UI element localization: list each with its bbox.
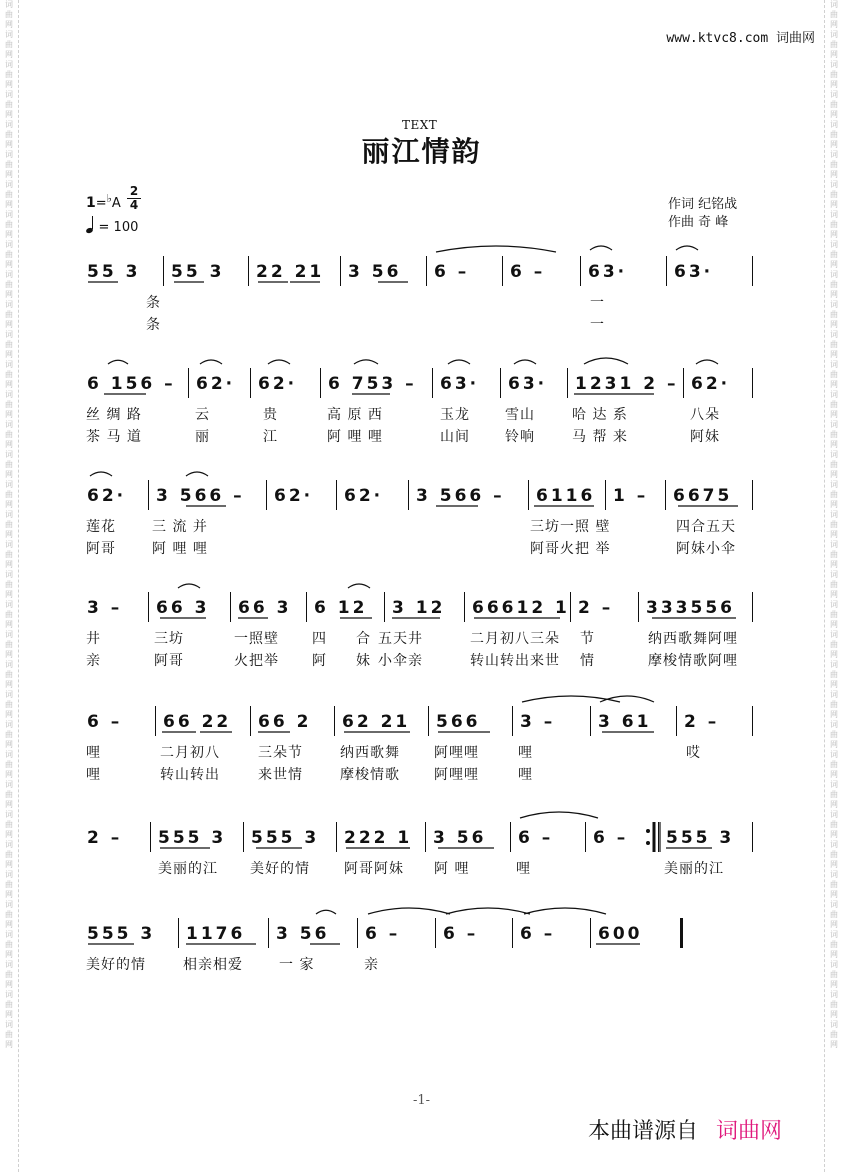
lyric-word: 哎 (686, 745, 701, 761)
lyric-word: 美好的情 (86, 957, 146, 973)
lyric-word: 哩 (86, 745, 101, 761)
measure: 62· (87, 486, 127, 506)
lyric-word: 哩 (86, 767, 101, 783)
slur (514, 360, 536, 364)
slur (520, 812, 598, 818)
slur (368, 908, 450, 914)
key-degree: 1 (86, 195, 96, 211)
lyric-word: 阿 (312, 653, 327, 669)
lyric-word: 相亲相爱 (183, 957, 243, 973)
barline (155, 706, 156, 736)
measure: 6 – (87, 712, 123, 732)
slur (186, 472, 208, 476)
measure: 66 2 (258, 712, 312, 732)
slur (446, 908, 530, 914)
lyric-word: 三坊 (154, 631, 184, 647)
measure: 3 12 (392, 598, 446, 618)
lyric-word: 摩梭情歌 (340, 767, 400, 783)
page-number: -1- (412, 1093, 431, 1108)
source-text: 本曲谱源自 (588, 1119, 699, 1144)
slur (316, 910, 336, 914)
meter-top: 2 (129, 184, 139, 198)
measure: 6 12 (314, 598, 368, 618)
lyric-word: 一照壁 (234, 631, 279, 647)
measure: 222 1 (344, 828, 413, 848)
slur (436, 246, 556, 252)
barline (752, 368, 753, 398)
lyric-word: 高 原 西 (327, 407, 383, 423)
repeat-dot (646, 841, 650, 845)
barline (752, 822, 753, 852)
measure: 3 61 (598, 712, 652, 732)
measure: 66 3 (156, 598, 210, 618)
barline (336, 480, 337, 510)
measure: 1176 (186, 924, 246, 944)
measure: 600 (598, 924, 643, 944)
lyric-word: 亲 (86, 653, 101, 669)
lyricist: 作词 纪铭战 (668, 197, 738, 212)
lyric-word: 美好的情 (250, 861, 310, 877)
barline (683, 368, 684, 398)
barline (666, 256, 667, 286)
lyric-word: 情 (580, 653, 595, 669)
lyric-word: 四 (312, 631, 327, 647)
barline (512, 706, 513, 736)
slur (524, 908, 606, 914)
measure: 2 – (684, 712, 720, 732)
barline (306, 592, 307, 622)
lyric-word: 哩 (516, 861, 531, 877)
lyric-word: 三 流 并 (152, 519, 208, 535)
tempo-marking (86, 218, 138, 235)
barline (250, 706, 251, 736)
lyric-word: 阿哥 (154, 653, 184, 669)
measure: 62· (196, 374, 236, 394)
barline (320, 368, 321, 398)
lyric-word: 丝 绸 路 (86, 407, 142, 423)
barline (428, 706, 429, 736)
lyric-word: 摩梭情歌阿哩 (648, 653, 738, 669)
lyric-word: 纳西歌舞阿哩 (648, 631, 738, 647)
lyric-word: 江 (263, 429, 278, 445)
measure: 6 – (365, 924, 401, 944)
measure: 55 3 (171, 262, 225, 282)
measure: 63· (508, 374, 548, 394)
barline (150, 822, 151, 852)
barline (384, 592, 385, 622)
lyric-word: 妹 (356, 653, 371, 669)
slur (178, 584, 200, 588)
source-brand: 词曲网 (716, 1119, 783, 1144)
lyric-word: 玉龙 (440, 407, 470, 423)
lyric-word: 哈 达 系 (572, 407, 628, 423)
measure: 22 21 (256, 262, 325, 282)
barline (268, 918, 269, 948)
measure: 6116 (536, 486, 596, 506)
song-title: 丽江情韵 (361, 135, 482, 168)
lyric-word: 三朵节 (258, 745, 303, 761)
slur (696, 360, 718, 364)
text-mark: TEXT (402, 118, 438, 132)
measure: 63· (588, 262, 628, 282)
lyric-word: 纳西歌舞 (340, 745, 400, 761)
measure: 1 – (613, 486, 649, 506)
barline (336, 822, 337, 852)
lyric-word: 条 (146, 295, 161, 311)
lyric-word: 五天井 (378, 631, 423, 647)
measure: 66 22 (163, 712, 232, 732)
lyric-word: 节 (580, 631, 595, 647)
measure: 3 56 (433, 828, 487, 848)
slur (522, 696, 620, 702)
barline (567, 368, 568, 398)
measure: 6675 (673, 486, 733, 506)
measure: 63· (440, 374, 480, 394)
barline (585, 822, 586, 852)
barline (528, 480, 529, 510)
measure: 555 3 (87, 924, 156, 944)
measure: 6 – (593, 828, 629, 848)
lyric-word: 阿哥火把 举 (530, 541, 611, 557)
barline (638, 592, 639, 622)
barline (752, 592, 753, 622)
measure: 62· (344, 486, 384, 506)
left-watermark-strip: 词曲网词曲网词曲网词曲网词曲网词曲网词曲网词曲网词曲网词曲网词曲网词曲网词曲网词曲网词曲网词曲网词曲网词曲网词曲网词曲网词曲网词曲网词曲网词曲网词曲网词曲网词曲网词曲网词曲网词曲网词曲网词曲网词曲网词曲网词曲网 (5, 0, 13, 1049)
measure: 3 – (87, 598, 123, 618)
measure: 66 3 (238, 598, 292, 618)
measure: 566 (436, 712, 481, 732)
measure: 6 156 – (87, 374, 176, 394)
time-signature (127, 186, 141, 211)
measure: 6 753 – (328, 374, 417, 394)
barline (752, 256, 753, 286)
barline (502, 256, 503, 286)
lyric-word: 来世情 (258, 767, 303, 783)
lyric-word: 哩 (518, 745, 533, 761)
measure: 3 566 – (416, 486, 505, 506)
lyric-word: 马 帮 来 (572, 429, 628, 445)
measure: 6 – (520, 924, 556, 944)
measure: 555 3 (666, 828, 735, 848)
measure: 1231 2 – (575, 374, 679, 394)
slur (448, 360, 470, 364)
lyric-word: 转山转出来世 (470, 653, 560, 669)
barline (512, 918, 513, 948)
barline (752, 706, 753, 736)
measure: 62· (258, 374, 298, 394)
slur (200, 360, 222, 364)
lyric-word: 阿 哩 哩 (152, 541, 208, 557)
measure: 6 – (510, 262, 546, 282)
lyric-word: 小伞亲 (378, 653, 423, 669)
barline (357, 918, 358, 948)
meter-bottom: 4 (129, 198, 139, 212)
measure: 6 – (434, 262, 470, 282)
measure: 55 3 (87, 262, 141, 282)
lyric-word: 阿哥 (86, 541, 116, 557)
barline (340, 256, 341, 286)
lyric-word: 美丽的江 (664, 861, 724, 877)
key-signature (86, 192, 121, 211)
barline (590, 918, 591, 948)
left-edge-line (18, 0, 19, 1172)
key-note: A (111, 196, 121, 211)
measure: 66612 1 (472, 598, 570, 618)
lyric-word: 贵 (263, 407, 278, 423)
lyric-word: 阿哥阿妹 (344, 861, 404, 877)
barline (570, 592, 571, 622)
source-credit (588, 1114, 782, 1145)
slur (90, 472, 112, 476)
barline (188, 368, 189, 398)
measure: 555 3 (158, 828, 227, 848)
measure: 63· (674, 262, 714, 282)
barline (250, 368, 251, 398)
slur (600, 696, 654, 702)
key-equals: = (95, 196, 107, 211)
barline (665, 480, 666, 510)
barline (432, 368, 433, 398)
lyric-word: 一 家 (279, 957, 315, 973)
lyric-word: 井 (86, 631, 101, 647)
barline (408, 480, 409, 510)
barline (435, 918, 436, 948)
measure: 62 21 (342, 712, 411, 732)
lyric-word: 莲花 (86, 519, 116, 535)
measure: 6 – (443, 924, 479, 944)
measure: 3 – (520, 712, 556, 732)
measure: 62· (691, 374, 731, 394)
barline (658, 822, 659, 852)
barline (178, 918, 179, 948)
right-edge-line (824, 0, 825, 1172)
lyric-word: 三坊一照 壁 (530, 519, 611, 535)
quarter-note-stem (92, 216, 93, 229)
measure: 2 – (87, 828, 123, 848)
flat-icon: ♭ (106, 192, 112, 205)
lyric-word: 美丽的江 (158, 861, 218, 877)
tempo-value: = 100 (98, 220, 139, 235)
barline (426, 256, 427, 286)
barline (752, 480, 753, 510)
barline (605, 480, 606, 510)
lyric-word: 转山转出 (160, 767, 220, 783)
lyric-word: 火把举 (234, 653, 279, 669)
barline (500, 368, 501, 398)
measure: 333556 (646, 598, 735, 618)
lyric-word: 合 (356, 631, 371, 647)
lyric-word: 茶 马 道 (86, 429, 142, 445)
slur (676, 246, 698, 250)
measure: 6 – (518, 828, 554, 848)
lyric-word: 一 (590, 295, 605, 311)
lyric-word: 阿 哩 哩 (327, 429, 383, 445)
barline (676, 706, 677, 736)
barline (230, 592, 231, 622)
slur (354, 360, 378, 364)
measure: 2 – (578, 598, 614, 618)
barline (243, 822, 244, 852)
lyric-word: 丽 (195, 429, 210, 445)
barline (334, 706, 335, 736)
barline (248, 256, 249, 286)
lyric-word: 哩 (518, 767, 533, 783)
slur (584, 358, 628, 364)
lyric-word: 阿哩哩 (434, 745, 479, 761)
lyric-word: 二月初八 (160, 745, 220, 761)
slur (108, 360, 128, 364)
lyric-word: 四合五天 (676, 519, 736, 535)
lyric-word: 云 (195, 407, 210, 423)
lyric-word: 二月初八三朵 (470, 631, 560, 647)
barline (510, 822, 511, 852)
composer: 作曲 奇 峰 (668, 215, 729, 230)
barline (148, 480, 149, 510)
lyric-word: 阿妹小伞 (676, 541, 736, 557)
barline (148, 592, 149, 622)
slur (348, 584, 370, 588)
measure: 3 56 (276, 924, 330, 944)
lyric-word: 阿哩哩 (434, 767, 479, 783)
measure: 3 566 – (156, 486, 245, 506)
barline (266, 480, 267, 510)
measure: 555 3 (251, 828, 320, 848)
lyric-word: 山间 (440, 429, 470, 445)
lyric-word: 一 (590, 317, 605, 333)
slur (590, 246, 612, 250)
repeat-dot (646, 829, 650, 833)
barline (464, 592, 465, 622)
credits (668, 196, 737, 232)
barline (163, 256, 164, 286)
measure: 62· (274, 486, 314, 506)
barline (425, 822, 426, 852)
lyric-word: 阿 哩 (434, 861, 470, 877)
slur (268, 360, 290, 364)
lyric-word: 条 (146, 317, 161, 333)
lyric-word: 八朵 (690, 407, 720, 423)
barline (680, 918, 683, 948)
lyric-word: 铃响 (505, 429, 535, 445)
measure: 3 56 (348, 262, 402, 282)
site-url: www.ktvc8.com 词曲网 (666, 31, 815, 46)
lyric-word: 亲 (364, 957, 379, 973)
lyric-word: 雪山 (505, 407, 535, 423)
lyric-word: 阿妹 (690, 429, 720, 445)
right-watermark-strip: 词曲网词曲网词曲网词曲网词曲网词曲网词曲网词曲网词曲网词曲网词曲网词曲网词曲网词曲网词曲网词曲网词曲网词曲网词曲网词曲网词曲网词曲网词曲网词曲网词曲网词曲网词曲网词曲网词曲网词曲网词曲网词曲网词曲网词曲网词曲网 (830, 0, 838, 1049)
barline (590, 706, 591, 736)
barline (580, 256, 581, 286)
